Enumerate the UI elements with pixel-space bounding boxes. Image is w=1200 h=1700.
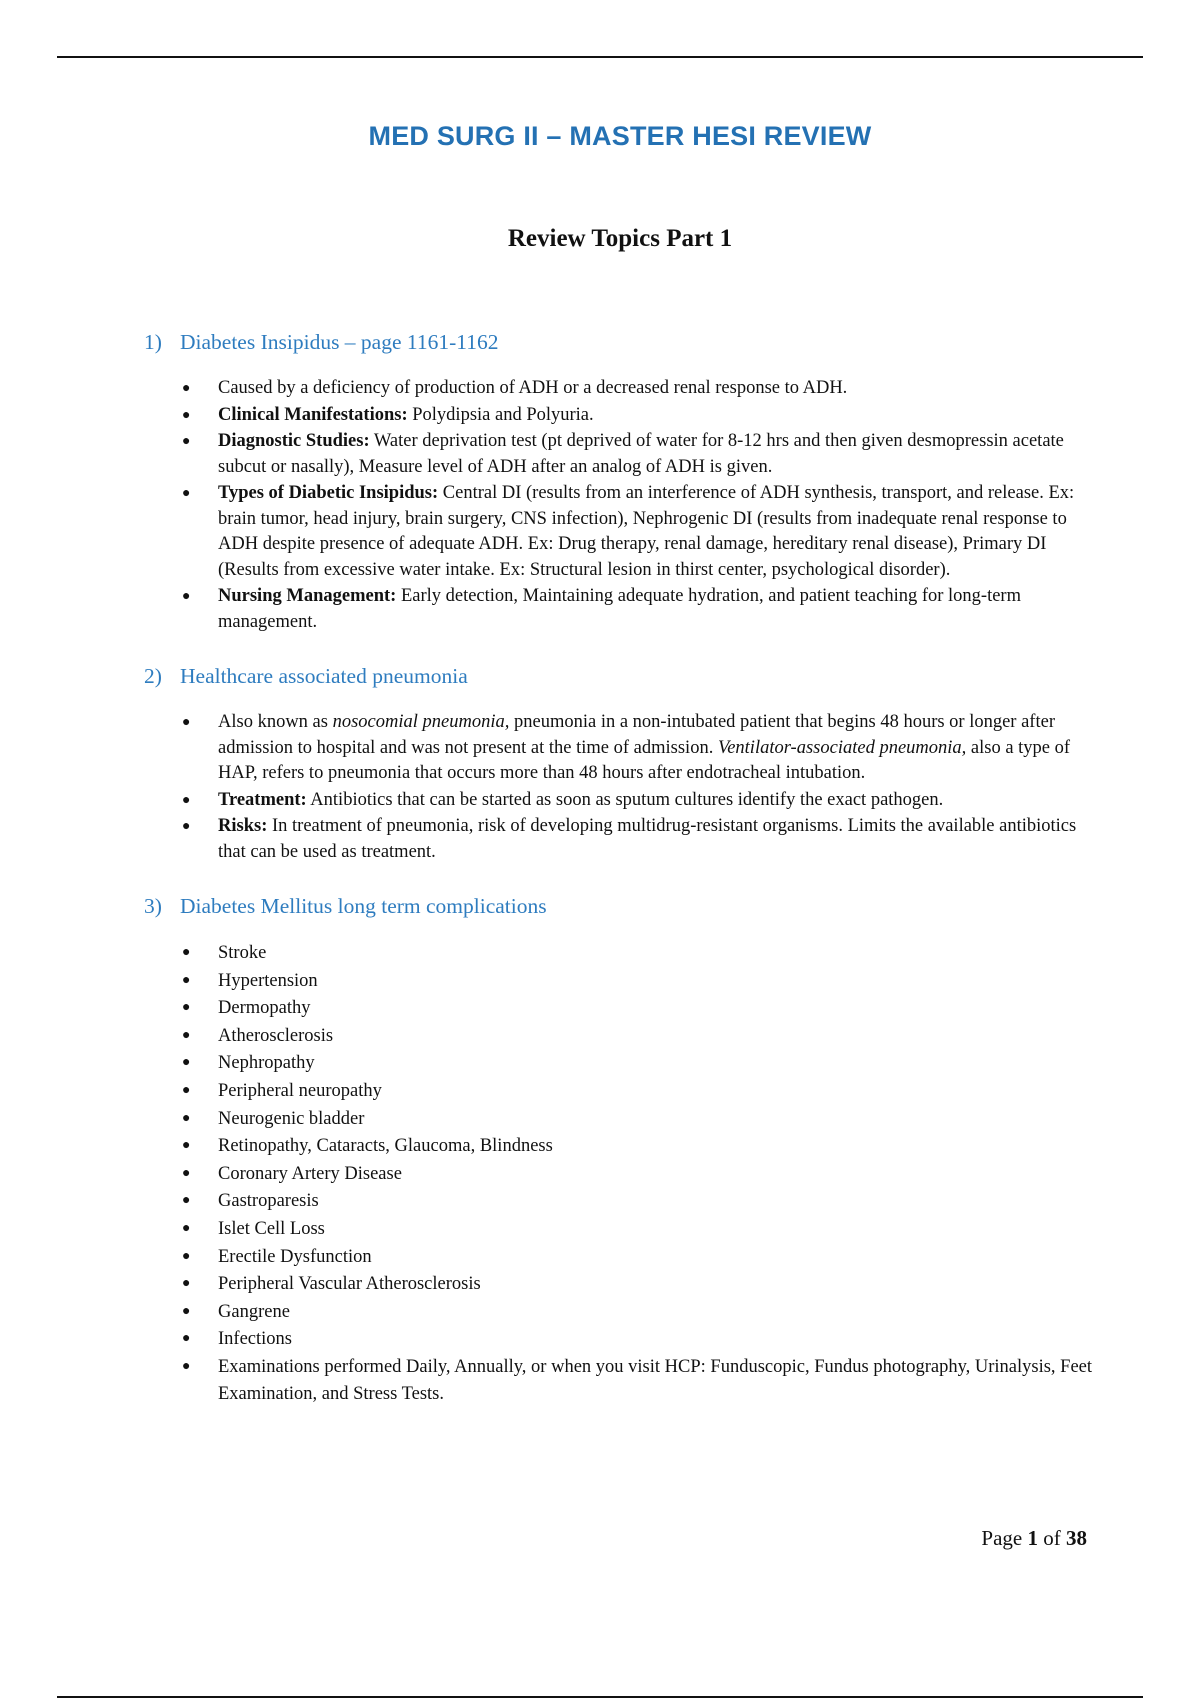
- bullet-icon: ●: [182, 819, 191, 834]
- section-number: 2): [144, 664, 162, 688]
- list-item: ● Treatment: Antibiotics that can be started as soon as sputum cultures identify the exact pathogen.: [144, 788, 1094, 814]
- bullet-icon: ●: [182, 1055, 191, 1071]
- section-healthcare-pneumonia: [144, 662, 1094, 865]
- bullet-icon: ●: [182, 589, 191, 604]
- bullet-icon: ●: [182, 1027, 191, 1043]
- list-item: ● Examinations performed Daily, Annually, or when you visit HCP: Funduscopic, Fundus photography, Urinalysis, Feet Examination, and Stress Tests.: [144, 1354, 1094, 1407]
- bullet-icon: ●: [182, 1000, 191, 1016]
- bullet-icon: ●: [182, 945, 191, 960]
- bullet-icon: ●: [182, 1220, 191, 1236]
- section-heading: [144, 328, 1094, 356]
- bullet-icon: ●: [182, 381, 191, 396]
- section-title: Healthcare associated pneumonia: [180, 664, 468, 688]
- list-item: ● Dermopathy: [144, 995, 1094, 1022]
- list-item: ● Peripheral Vascular Atherosclerosis: [144, 1271, 1094, 1298]
- bullet-icon: ●: [182, 1248, 191, 1264]
- list-item: ● Infections: [144, 1326, 1094, 1353]
- list-item: ● Coronary Artery Disease: [144, 1161, 1094, 1188]
- bullet-icon: ●: [182, 972, 191, 988]
- bullet-icon: ●: [182, 1110, 191, 1126]
- list-item: ● Nursing Management: Early detection, Maintaining adequate hydration, and patient teaching for long-term management.: [182, 586, 1021, 632]
- bullet-icon: ●: [182, 1165, 191, 1181]
- bullet-icon: ●: [182, 486, 191, 501]
- bullet-list: [144, 710, 1094, 865]
- document-subtitle: Review Topics Part 1: [507, 225, 733, 252]
- list-item: ● Retinopathy, Cataracts, Glaucoma, Blindness: [144, 1133, 1094, 1160]
- list-item: ● Diagnostic Studies: Water deprivation test (pt deprived of water for 8-12 hrs and then given desmopressin acetate subcut or nasally), Measure level of ADH after an analog of ADH is given.: [182, 431, 1064, 477]
- bullet-icon: ●: [182, 407, 191, 423]
- list-item: ● Caused by a deficiency of production of ADH or a decreased renal response to ADH.: [144, 376, 1094, 402]
- bullet-icon: ●: [182, 1276, 191, 1292]
- bullet-list: [144, 376, 1094, 635]
- page-number: Page 1 of 38: [981, 1526, 1087, 1550]
- list-item: ● Gastroparesis: [144, 1188, 1094, 1215]
- bullet-icon: ●: [182, 434, 191, 449]
- section-number: 1): [144, 330, 162, 354]
- bullet-list: [144, 940, 1094, 1407]
- list-item: ● Neurogenic bladder: [144, 1106, 1094, 1133]
- bullet-icon: ●: [182, 1138, 191, 1154]
- bottom-rule: [57, 1696, 1143, 1698]
- list-item: ● Also known as nosocomial pneumonia, pneumonia in a non-intubated patient that begins 48 hours or longer after admission to hospital and was not present at the time of admission. Ventilator-associated pneumonia, also a type of HAP, refers to pneumonia that occurs more than 48 hours after endotracheal intubation.: [182, 712, 1071, 783]
- list-item: ● Types of Diabetic Insipidus: Central DI (results from an interference of ADH synthesis, transport, and release. Ex: brain tumor, head injury, brain surgery, CNS infection), Nephrogenic DI (results from inadequate renal response to ADH despite presence of adequate ADH. Ex: Drug therapy, renal damage, hereditary renal disease), Primary DI (Results from excessive water intake. Ex: Structural lesion in thirst center, psychological disorder).: [182, 483, 1075, 580]
- top-rule: [57, 56, 1143, 58]
- list-item: ● Peripheral neuropathy: [144, 1078, 1094, 1105]
- bullet-icon: ●: [182, 792, 191, 808]
- section-heading: [144, 892, 1094, 920]
- bullet-icon: ●: [182, 1193, 191, 1209]
- bullet-icon: ●: [182, 1082, 191, 1098]
- bullet-icon: ●: [182, 1303, 191, 1319]
- list-item: ● Nephropathy: [144, 1050, 1094, 1077]
- list-item: ● Atherosclerosis: [144, 1023, 1094, 1050]
- section-title: Diabetes Insipidus – page 1161-1162: [180, 330, 499, 354]
- list-item: ● Hypertension: [144, 968, 1094, 995]
- section-title: Diabetes Mellitus long term complications: [180, 894, 547, 918]
- bullet-icon: ●: [182, 1358, 191, 1374]
- bullet-icon: ●: [182, 1331, 191, 1347]
- list-item: ● Stroke: [144, 940, 1094, 967]
- list-item: ● Gangrene: [144, 1299, 1094, 1326]
- list-item: ● Erectile Dysfunction: [144, 1244, 1094, 1271]
- bullet-icon: ●: [182, 715, 191, 730]
- list-item: ● Clinical Manifestations: Polydipsia and Polyuria.: [144, 403, 1094, 429]
- section-diabetes-insipidus: [144, 328, 1094, 635]
- list-item: ● Risks: In treatment of pneumonia, risk of developing multidrug-resistant organisms. Limits the available antibiotics that can be used as treatment.: [182, 816, 1077, 862]
- section-dm-complications: [144, 892, 1094, 1407]
- list-item: ● Islet Cell Loss: [144, 1216, 1094, 1243]
- document-body: [144, 328, 1094, 1434]
- document-title: MED SURG II – MASTER HESI REVIEW: [368, 121, 872, 151]
- section-heading: [144, 662, 1094, 690]
- section-number: 3): [144, 894, 162, 918]
